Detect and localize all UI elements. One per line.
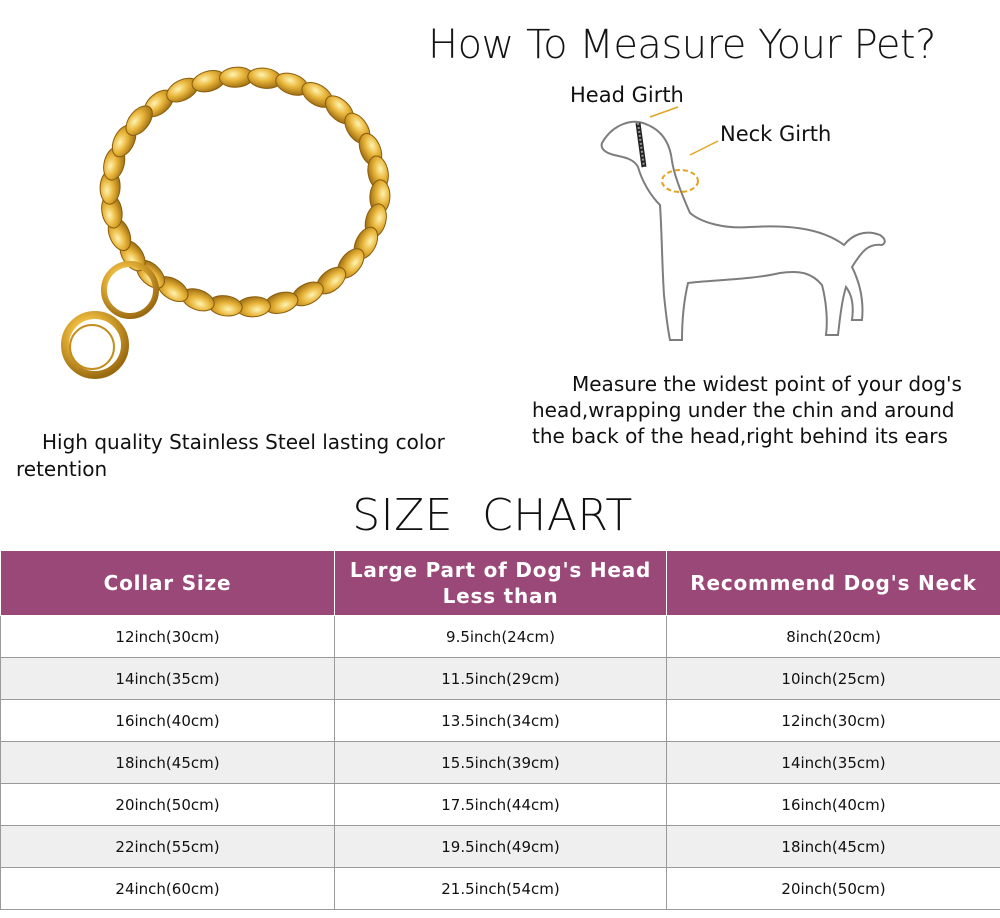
- table-cell: 22inch(55cm): [1, 826, 335, 868]
- table-cell: 13.5inch(34cm): [335, 700, 667, 742]
- column-header-head: Large Part of Dog's Head Less than: [335, 551, 667, 616]
- table-cell: 12inch(30cm): [667, 700, 1000, 742]
- page-title: How To Measure Your Pet?: [428, 22, 936, 68]
- table-cell: 18inch(45cm): [1, 742, 335, 784]
- table-cell: 14inch(35cm): [1, 658, 335, 700]
- table-cell: 24inch(60cm): [1, 868, 335, 910]
- table-row: [1, 868, 1000, 910]
- size-chart-table: [0, 550, 1000, 910]
- measure-instructions: Measure the widest point of your dog's head,wrapping under the chin and around the back of the head,right behind its ears: [532, 372, 962, 448]
- neck-girth-label: Neck Girth: [720, 122, 832, 146]
- size-chart-title: SIZE CHART: [352, 490, 633, 541]
- table-cell: 12inch(30cm): [1, 616, 335, 658]
- table-cell: 11.5inch(29cm): [335, 658, 667, 700]
- table-cell: 15.5inch(39cm): [335, 742, 667, 784]
- table-row: [1, 700, 1000, 742]
- table-cell: 14inch(35cm): [667, 742, 1000, 784]
- column-header-neck: Recommend Dog's Neck: [667, 551, 1000, 616]
- quality-description: High quality Stainless Steel lasting color retention: [16, 430, 445, 481]
- table-cell: 16inch(40cm): [1, 700, 335, 742]
- table-cell: 20inch(50cm): [1, 784, 335, 826]
- table-row: [1, 616, 1000, 658]
- table-row: [1, 658, 1000, 700]
- table-cell: 18inch(45cm): [667, 826, 1000, 868]
- table-cell: 19.5inch(49cm): [335, 826, 667, 868]
- table-cell: 16inch(40cm): [667, 784, 1000, 826]
- table-row: [1, 826, 1000, 868]
- table-row: [1, 742, 1000, 784]
- table-row: [1, 784, 1000, 826]
- column-header-collar-size: Collar Size: [1, 551, 335, 616]
- table-cell: 10inch(25cm): [667, 658, 1000, 700]
- head-girth-label: Head Girth: [570, 83, 684, 107]
- chain-collar-image: [30, 42, 400, 412]
- table-cell: 21.5inch(54cm): [335, 868, 667, 910]
- table-cell: 17.5inch(44cm): [335, 784, 667, 826]
- table-header-row: [1, 551, 1000, 616]
- table-cell: 9.5inch(24cm): [335, 616, 667, 658]
- table-cell: 8inch(20cm): [667, 616, 1000, 658]
- table-cell: 20inch(50cm): [667, 868, 1000, 910]
